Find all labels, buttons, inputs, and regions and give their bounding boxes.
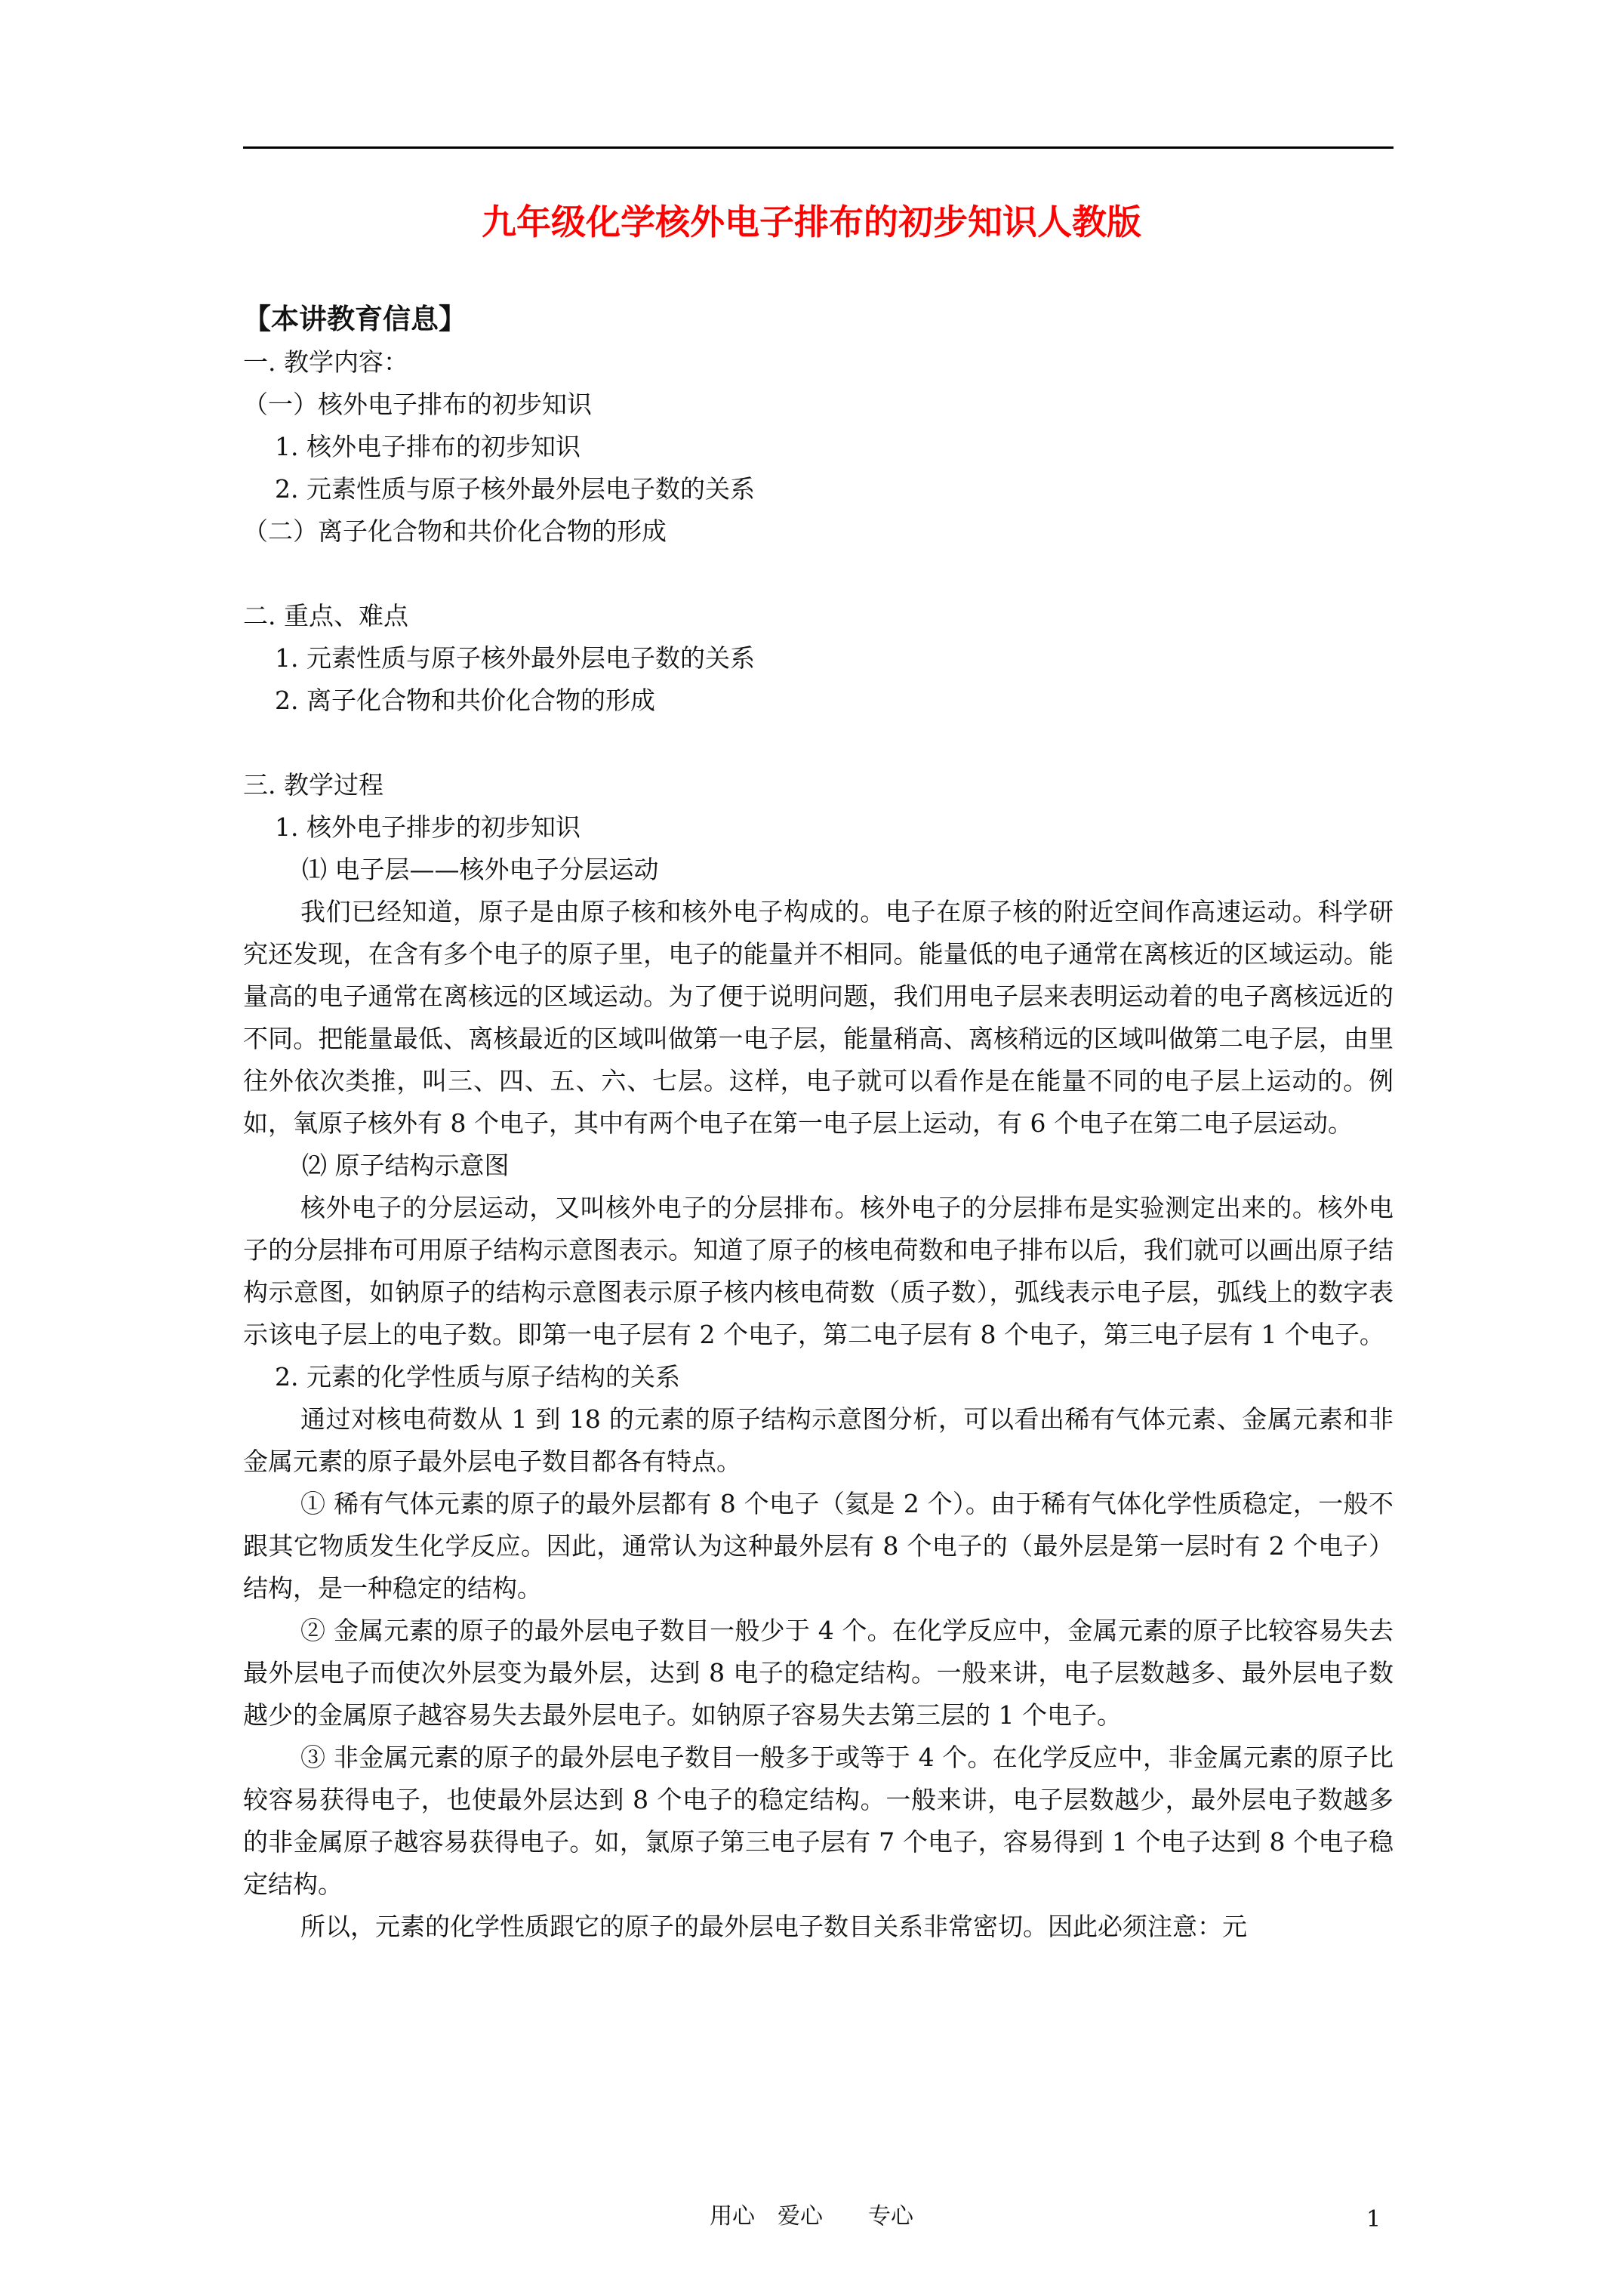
part3-item1: 1. 核外电子排步的初步知识 bbox=[275, 812, 581, 842]
part2-item: 1. 元素性质与原子核外最外层电子数的关系 bbox=[275, 643, 755, 673]
document-body bbox=[243, 296, 1394, 1948]
part1-sub1: （一）核外电子排布的初步知识 bbox=[243, 390, 592, 419]
page-number: 1 bbox=[1366, 2206, 1381, 2233]
header-rule bbox=[243, 146, 1394, 149]
section-heading: 【本讲教育信息】 bbox=[243, 302, 467, 335]
document-title: 九年级化学核外电子排布的初步知识人教版 bbox=[482, 202, 1141, 242]
part3-heading: 三. 教学过程 bbox=[243, 770, 383, 800]
element-properties-paragraph: 通过对核电荷数从 1 到 18 的元素的原子结构示意图分析，可以看出稀有气体元素、金属元素和非金属元素的原子最外层电子数目都各有特点。 bbox=[243, 1404, 1394, 1476]
part2-heading: 二. 重点、难点 bbox=[243, 601, 408, 630]
part3-item1-sub1: ⑴ 电子层——核外电子分层运动 bbox=[302, 855, 659, 884]
part1-sub2: （二）离子化合物和共价化合物的形成 bbox=[243, 516, 667, 546]
spacer bbox=[243, 722, 1394, 764]
part2-item: 2. 离子化合物和共价化合物的形成 bbox=[275, 686, 655, 715]
part1-sub1-item: 1. 核外电子排布的初步知识 bbox=[275, 432, 581, 461]
part1-sub1-item: 2. 元素性质与原子核外最外层电子数的关系 bbox=[275, 474, 755, 504]
noble-gas-point: ① 稀有气体元素的原子的最外层都有 8 个电子（氦是 2 个）。由于稀有气体化学性质稳定，一般不跟其它物质发生化学反应。因此，通常认为这种最外层有 8 个电子的（最外层是第一层时有 2 个电子）结构，是一种稳定的结构。 bbox=[243, 1489, 1394, 1603]
part3-item2: 2. 元素的化学性质与原子结构的关系 bbox=[275, 1362, 680, 1391]
footer-motto: 用心 爱心 专心 bbox=[710, 2203, 913, 2230]
structure-diagram-paragraph: 核外电子的分层运动，又叫核外电子的分层排布。核外电子的分层排布是实验测定出来的。核外电子的分层排布可用原子结构示意图表示。知道了原子的核电荷数和电子排布以后，我们就可以画出原子结构示意图，如钠原子的结构示意图表示原子核内核电荷数（质子数），弧线表示电子层，弧线上的数字表示该电子层上的电子数。即第一电子层有 2 个电子，第二电子层有 8 个电子，第三电子层有 1 个电子。 bbox=[243, 1193, 1394, 1349]
closing-paragraph: 所以，元素的化学性质跟它的原子的最外层电子数目关系非常密切。因此必须注意：元 bbox=[300, 1912, 1247, 1941]
metal-element-point: ② 金属元素的原子的最外层电子数目一般少于 4 个。在化学反应中，金属元素的原子比较容易失去最外层电子而使次外层变为最外层，达到 8 电子的稳定结构。一般来讲，电子层数越多、最外层电子数越少的金属原子越容易失去最外层电子。如钠原子容易失去第三层的 1 个电子。 bbox=[243, 1616, 1394, 1730]
part1-heading: 一. 教学内容： bbox=[243, 347, 408, 377]
spacer bbox=[243, 553, 1394, 595]
electron-shell-paragraph: 我们已经知道，原子是由原子核和核外电子构成的。电子在原子核的附近空间作高速运动。科学研究还发现，在含有多个电子的原子里，电子的能量并不相同。能量低的电子通常在离核近的区域运动。能量高的电子通常在离核远的区域运动。为了便于说明问题，我们用电子层来表明运动着的电子离核远近的不同。把能量最低、离核最近的区域叫做第一电子层，能量稍高、离核稍远的区域叫做第二电子层，由里往外依次类推，叫三、四、五、六、七层。这样，电子就可以看作是在能量不同的电子层上运动的。例如，氧原子核外有 8 个电子，其中有两个电子在第一电子层上运动，有 6 个电子在第二电子层运动。 bbox=[243, 897, 1394, 1138]
part3-item1-sub2: ⑵ 原子结构示意图 bbox=[302, 1151, 510, 1180]
nonmetal-element-point: ③ 非金属元素的原子的最外层电子数目一般多于或等于 4 个。在化学反应中，非金属元素的原子比较容易获得电子，也使最外层达到 8 个电子的稳定结构。一般来讲，电子层数越少，最外层电子数越多的非金属原子越容易获得电子。如，氯原子第三电子层有 7 个电子，容易得到 1 个电子达到 8 个电子稳定结构。 bbox=[243, 1743, 1394, 1899]
